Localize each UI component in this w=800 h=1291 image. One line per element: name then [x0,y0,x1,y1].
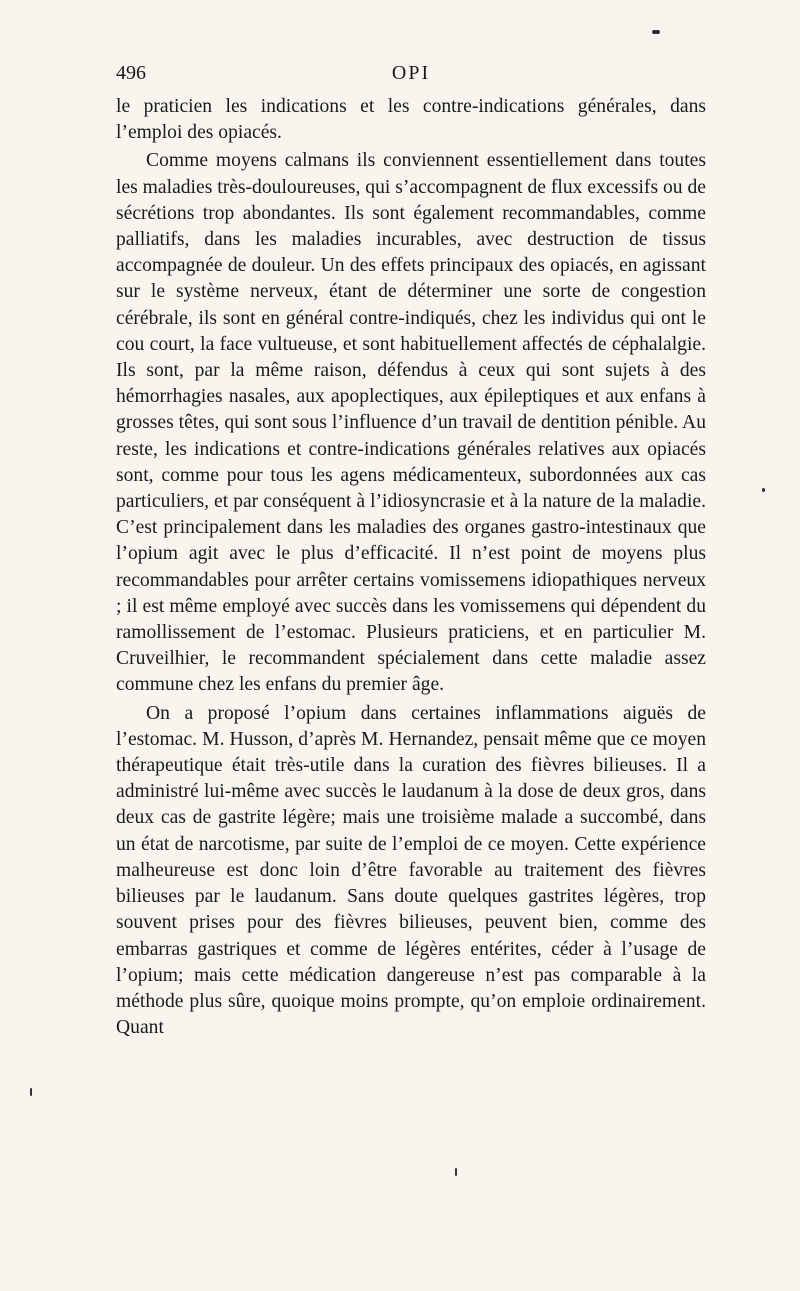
page [116,60,706,1041]
running-head: OPI [391,62,431,84]
paragraph-indications: Comme moyens calmans ils conviennent essentiellement dans toutes les maladies très-douloureuses, qui s’accompagnent de flux excessifs ou de sécrétions trop abondantes. Ils sont également recommandables, comme palliatifs, dans les maladies incurables, avec destruction de tissus accompagnée de douleur. Un des effets principaux des opiacés, en agissant sur le système nerveux, étant de déterminer une sorte de congestion cérébrale, ils sont en général contre-indiqués, chez les individus qui ont le cou court, la face vultueuse, et sont habituellement affectés de céphalalgie. Ils sont, par la même raison, défendus à ceux qui sont sujets à des hémorrhagies nasales, aux apoplectiques, aux épileptiques et aux enfans à grosses têtes, qui sont sous l’influence d’un travail de dentition pénible. Au reste, les indications et contre-indications générales relatives aux opiacés sont, comme pour tous les agens médicamenteux, subordonnées aux cas particuliers, et par conséquent à l’idiosyncrasie et à la nature de la maladie. C’est principalement dans les maladies des organes gastro-intestinaux que l’opium agit avec le plus d’efficacité. Il n’est point de moyens plus recommandables pour arrêter certains vomissemens idiopathiques nerveux ; il est même employé avec succès dans les vomissemens qui dépendent du ramollissement de l’estomac. Plusieurs praticiens, et en particulier M. Cruveilhier, le recommandent spécialement dans cette maladie assez commune chez les enfans du premier âge. [116,150,706,696]
ink-speck [762,488,765,492]
paragraph-inflammations: On a proposé l’opium dans certaines inflammations aiguës de l’estomac. M. Husson, d’après M. Hernandez, pensait même que ce moyen thérapeutique était très-utile dans la curation des fièvres bilieuses. Il a administré lui-même avec succès le laudanum à la dose de deux gros, dans deux cas de gastrite légère; mais une troisième malade a succombé, dans un état de narcotisme, par suite de l’emploi de ce moyen. Cette expérience malheureuse est donc loin d’être favorable au traitement des fièvres bilieuses par le laudanum. Sans doute quelques gastrites légères, trop souvent prises pour des fièvres bilieuses, peuvent bien, comme des embarras gastriques et comme de légères entérites, céder à l’usage de l’opium; mais cette médication dangereuse n’est pas comparable à la méthode plus sûre, quoique moins prompte, qu’on emploie ordinairement. Quant [116,702,706,1039]
page-number: 496 [116,62,146,84]
ink-speck [652,30,660,34]
ink-speck [455,1168,457,1176]
paragraph-continuation: le praticien les indications et les contre-indications générales, dans l’emploi des opiacés. [116,96,706,144]
ink-speck [30,1088,32,1096]
page-header [116,60,706,94]
